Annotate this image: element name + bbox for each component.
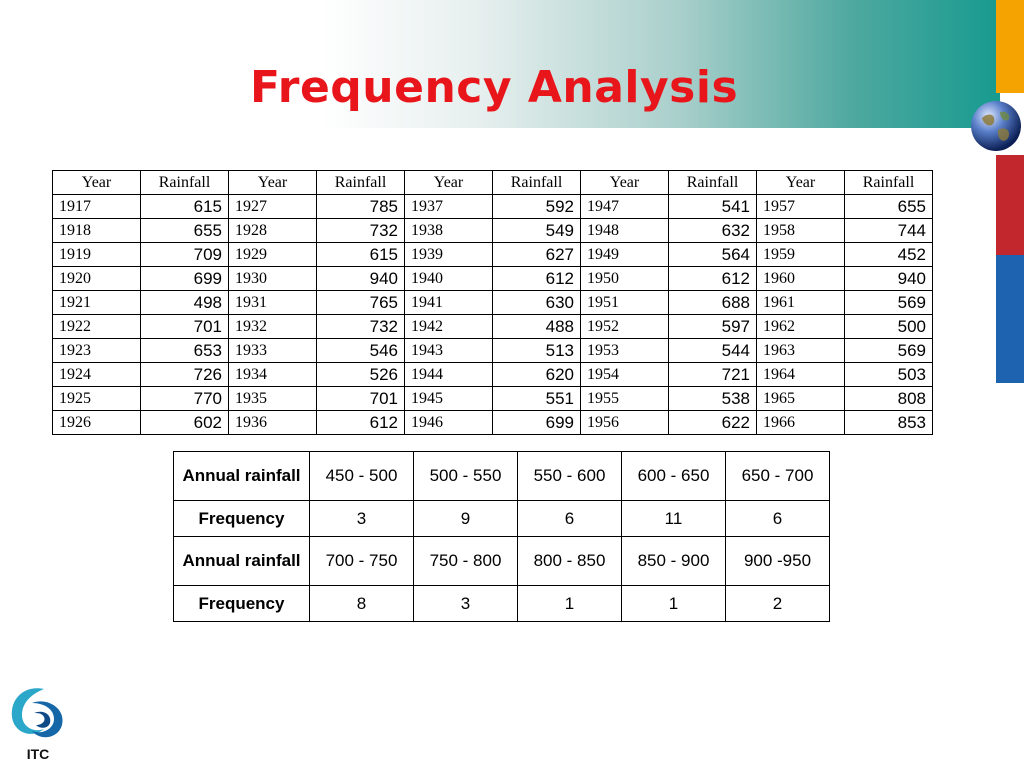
year-cell: 1961 — [757, 291, 845, 315]
annual-rainfall-row — [174, 452, 830, 501]
side-accent-red — [996, 155, 1024, 255]
year-cell: 1921 — [53, 291, 141, 315]
rainfall-cell: 721 — [669, 363, 757, 387]
year-cell: 1957 — [757, 195, 845, 219]
globe-icon — [970, 100, 1022, 152]
year-cell: 1932 — [229, 315, 317, 339]
range-cell: 450 - 500 — [310, 452, 414, 501]
range-cell: 850 - 900 — [622, 537, 726, 586]
rainfall-cell: 940 — [317, 267, 405, 291]
side-accent-blue — [996, 255, 1024, 383]
year-cell: 1942 — [405, 315, 493, 339]
year-cell: 1935 — [229, 387, 317, 411]
year-cell: 1930 — [229, 267, 317, 291]
header-year: Year — [757, 171, 845, 195]
header-rainfall: Rainfall — [845, 171, 933, 195]
rainfall-cell: 709 — [141, 243, 229, 267]
rainfall-cell: 513 — [493, 339, 581, 363]
range-cell: 600 - 650 — [622, 452, 726, 501]
rainfall-cell: 699 — [141, 267, 229, 291]
rainfall-cell: 653 — [141, 339, 229, 363]
header-year: Year — [405, 171, 493, 195]
year-cell: 1941 — [405, 291, 493, 315]
slide-title: Frequency Analysis — [250, 62, 739, 113]
row-label: Annual rainfall — [174, 452, 310, 501]
year-cell: 1964 — [757, 363, 845, 387]
rainfall-cell: 592 — [493, 195, 581, 219]
rainfall-cell: 612 — [669, 267, 757, 291]
rainfall-row — [53, 315, 933, 339]
rainfall-cell: 615 — [141, 195, 229, 219]
header-rainfall: Rainfall — [493, 171, 581, 195]
year-cell: 1940 — [405, 267, 493, 291]
rainfall-row — [53, 219, 933, 243]
rainfall-header-row — [53, 171, 933, 195]
year-cell: 1937 — [405, 195, 493, 219]
rainfall-cell: 627 — [493, 243, 581, 267]
year-cell: 1962 — [757, 315, 845, 339]
rainfall-cell: 632 — [669, 219, 757, 243]
header-rainfall: Rainfall — [669, 171, 757, 195]
header-year: Year — [229, 171, 317, 195]
range-cell: 650 - 700 — [726, 452, 830, 501]
year-cell: 1946 — [405, 411, 493, 435]
rainfall-row — [53, 267, 933, 291]
rainfall-cell: 615 — [317, 243, 405, 267]
rainfall-cell: 602 — [141, 411, 229, 435]
year-cell: 1948 — [581, 219, 669, 243]
year-cell: 1951 — [581, 291, 669, 315]
frequency-cell: 8 — [310, 586, 414, 622]
rainfall-cell: 701 — [141, 315, 229, 339]
rainfall-cell: 630 — [493, 291, 581, 315]
rainfall-table-body — [53, 195, 933, 435]
rainfall-row — [53, 339, 933, 363]
rainfall-row — [53, 363, 933, 387]
year-cell: 1931 — [229, 291, 317, 315]
rainfall-cell: 940 — [845, 267, 933, 291]
side-accent-orange — [996, 0, 1024, 93]
frequency-cell: 3 — [310, 501, 414, 537]
year-cell: 1955 — [581, 387, 669, 411]
year-cell: 1953 — [581, 339, 669, 363]
range-cell: 800 - 850 — [518, 537, 622, 586]
rainfall-row — [53, 243, 933, 267]
frequency-cell: 9 — [414, 501, 518, 537]
year-cell: 1960 — [757, 267, 845, 291]
year-cell: 1934 — [229, 363, 317, 387]
rainfall-cell: 546 — [317, 339, 405, 363]
frequency-table-body — [174, 452, 830, 622]
year-cell: 1958 — [757, 219, 845, 243]
rainfall-cell: 551 — [493, 387, 581, 411]
year-cell: 1952 — [581, 315, 669, 339]
year-cell: 1923 — [53, 339, 141, 363]
rainfall-cell: 569 — [845, 339, 933, 363]
year-cell: 1950 — [581, 267, 669, 291]
rainfall-cell: 701 — [317, 387, 405, 411]
rainfall-cell: 612 — [493, 267, 581, 291]
year-cell: 1939 — [405, 243, 493, 267]
rainfall-cell: 500 — [845, 315, 933, 339]
frequency-cell: 1 — [518, 586, 622, 622]
year-cell: 1920 — [53, 267, 141, 291]
year-cell: 1959 — [757, 243, 845, 267]
rainfall-row — [53, 291, 933, 315]
rainfall-cell: 620 — [493, 363, 581, 387]
rainfall-row — [53, 387, 933, 411]
rainfall-cell: 744 — [845, 219, 933, 243]
header-rainfall: Rainfall — [141, 171, 229, 195]
year-cell: 1928 — [229, 219, 317, 243]
year-cell: 1926 — [53, 411, 141, 435]
year-cell: 1965 — [757, 387, 845, 411]
frequency-table — [173, 451, 830, 622]
rainfall-cell: 541 — [669, 195, 757, 219]
frequency-cell: 1 — [622, 586, 726, 622]
year-cell: 1943 — [405, 339, 493, 363]
rainfall-row — [53, 195, 933, 219]
header-year: Year — [581, 171, 669, 195]
rainfall-cell: 655 — [141, 219, 229, 243]
logo-text: ITC — [26, 746, 50, 762]
row-label: Annual rainfall — [174, 537, 310, 586]
rainfall-cell: 770 — [141, 387, 229, 411]
year-cell: 1919 — [53, 243, 141, 267]
rainfall-cell: 622 — [669, 411, 757, 435]
year-cell: 1949 — [581, 243, 669, 267]
frequency-cell: 3 — [414, 586, 518, 622]
rainfall-cell: 549 — [493, 219, 581, 243]
rainfall-cell: 765 — [317, 291, 405, 315]
range-cell: 750 - 800 — [414, 537, 518, 586]
year-cell: 1956 — [581, 411, 669, 435]
header-rainfall: Rainfall — [317, 171, 405, 195]
rainfall-cell: 808 — [845, 387, 933, 411]
annual-rainfall-row — [174, 537, 830, 586]
year-cell: 1963 — [757, 339, 845, 363]
rainfall-cell: 488 — [493, 315, 581, 339]
year-cell: 1947 — [581, 195, 669, 219]
rainfall-table — [52, 170, 933, 435]
range-cell: 550 - 600 — [518, 452, 622, 501]
rainfall-row — [53, 411, 933, 435]
row-label: Frequency — [174, 586, 310, 622]
frequency-cell: 6 — [518, 501, 622, 537]
year-cell: 1944 — [405, 363, 493, 387]
year-cell: 1917 — [53, 195, 141, 219]
rainfall-cell: 503 — [845, 363, 933, 387]
year-cell: 1954 — [581, 363, 669, 387]
rainfall-cell: 699 — [493, 411, 581, 435]
year-cell: 1936 — [229, 411, 317, 435]
year-cell: 1966 — [757, 411, 845, 435]
rainfall-cell: 853 — [845, 411, 933, 435]
year-cell: 1945 — [405, 387, 493, 411]
rainfall-cell: 544 — [669, 339, 757, 363]
year-cell: 1929 — [229, 243, 317, 267]
rainfall-cell: 569 — [845, 291, 933, 315]
year-cell: 1925 — [53, 387, 141, 411]
rainfall-cell: 688 — [669, 291, 757, 315]
year-cell: 1927 — [229, 195, 317, 219]
year-cell: 1924 — [53, 363, 141, 387]
range-cell: 700 - 750 — [310, 537, 414, 586]
range-cell: 500 - 550 — [414, 452, 518, 501]
rainfall-cell: 498 — [141, 291, 229, 315]
rainfall-cell: 732 — [317, 219, 405, 243]
rainfall-cell: 526 — [317, 363, 405, 387]
range-cell: 900 -950 — [726, 537, 830, 586]
rainfall-cell: 732 — [317, 315, 405, 339]
rainfall-cell: 655 — [845, 195, 933, 219]
frequency-row — [174, 586, 830, 622]
itc-logo — [4, 683, 72, 763]
frequency-cell: 2 — [726, 586, 830, 622]
rainfall-cell: 564 — [669, 243, 757, 267]
year-cell: 1918 — [53, 219, 141, 243]
header-year: Year — [53, 171, 141, 195]
rainfall-cell: 785 — [317, 195, 405, 219]
frequency-row — [174, 501, 830, 537]
rainfall-cell: 726 — [141, 363, 229, 387]
year-cell: 1938 — [405, 219, 493, 243]
frequency-cell: 11 — [622, 501, 726, 537]
rainfall-cell: 612 — [317, 411, 405, 435]
frequency-cell: 6 — [726, 501, 830, 537]
rainfall-cell: 538 — [669, 387, 757, 411]
rainfall-cell: 597 — [669, 315, 757, 339]
row-label: Frequency — [174, 501, 310, 537]
year-cell: 1922 — [53, 315, 141, 339]
year-cell: 1933 — [229, 339, 317, 363]
rainfall-cell: 452 — [845, 243, 933, 267]
